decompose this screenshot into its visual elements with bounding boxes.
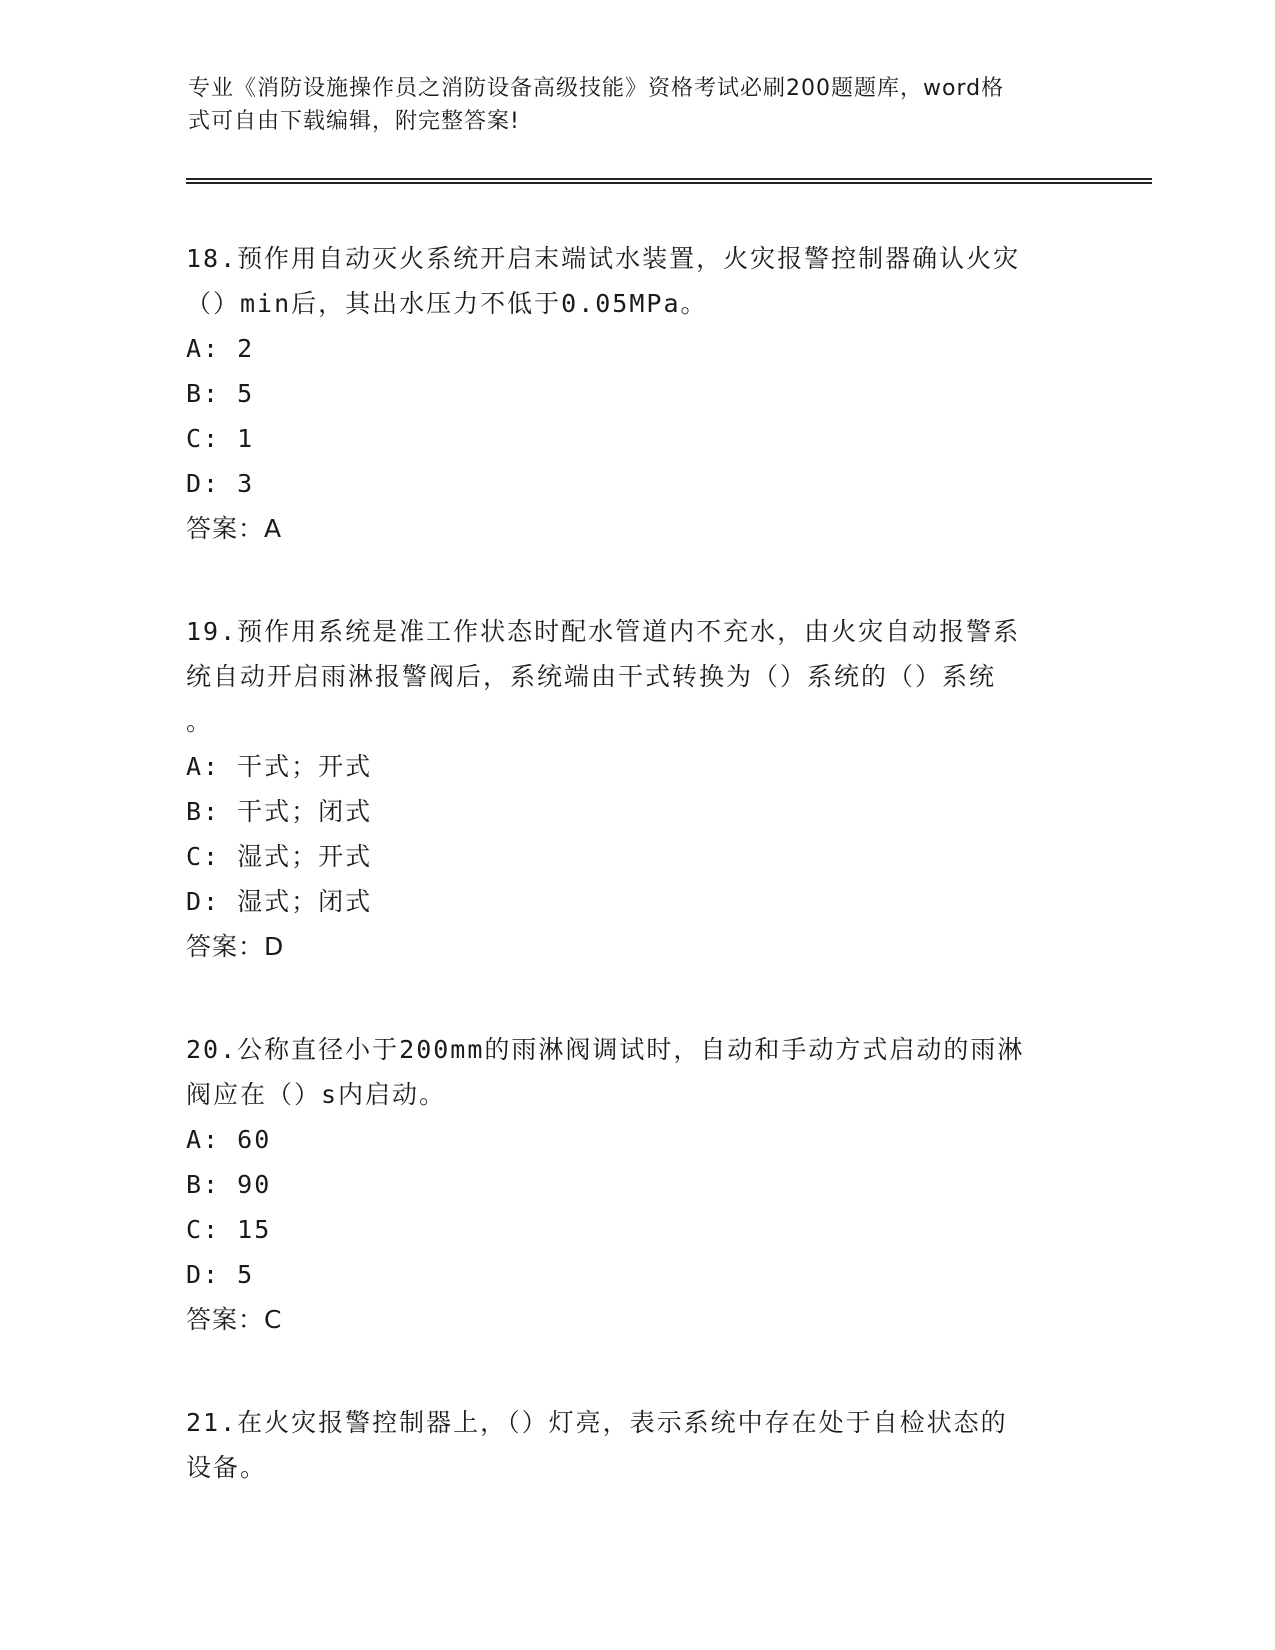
question-20 (186, 1027, 1086, 1342)
question-stem-line: （）min后，其出水压力不低于0.05MPa。 (186, 289, 708, 318)
option-d: D: 3 (186, 469, 255, 498)
header-line-2: 式可自由下载编辑，附完整答案! (188, 109, 520, 134)
question-stem-line: 18.预作用自动灭火系统开启末端试水装置，火灾报警控制器确认火灾 (186, 244, 1021, 273)
option-a: A: 2 (186, 334, 255, 363)
question-stem-line: 阀应在（）s内启动。 (186, 1080, 447, 1109)
option-b: B: 90 (186, 1170, 272, 1199)
option-d: D: 5 (186, 1260, 255, 1289)
option-b: B: 干式；闭式 (186, 797, 373, 826)
question-21 (186, 1400, 1086, 1490)
question-18 (186, 236, 1086, 551)
question-stem-line: 。 (186, 707, 214, 736)
question-stem-line: 21.在火灾报警控制器上，（）灯亮，表示系统中存在处于自检状态的 (186, 1408, 1008, 1437)
question-19 (186, 609, 1086, 969)
header-double-rule (186, 178, 1152, 184)
option-a: A: 干式；开式 (186, 752, 373, 781)
question-stem-line: 设备。 (186, 1453, 268, 1482)
option-d: D: 湿式；闭式 (186, 887, 373, 916)
option-c: C: 1 (186, 424, 255, 453)
question-stem-line: 统自动开启雨淋报警阀后，系统端由干式转换为（）系统的（）系统 (186, 662, 997, 691)
answer-line: 答案：D (186, 932, 285, 961)
option-a: A: 60 (186, 1125, 272, 1154)
option-c: C: 15 (186, 1215, 272, 1244)
option-c: C: 湿式；开式 (186, 842, 373, 871)
document-header (188, 72, 1068, 138)
header-line-1: 专业《消防设施操作员之消防设备高级技能》资格考试必刷200题题库，word格 (188, 76, 1005, 101)
option-b: B: 5 (186, 379, 255, 408)
question-stem-line: 19.预作用系统是准工作状态时配水管道内不充水，由火灾自动报警系 (186, 617, 1021, 646)
question-stem-line: 20.公称直径小于200mm的雨淋阀调试时，自动和手动方式启动的雨淋 (186, 1035, 1025, 1064)
answer-line: 答案：C (186, 1305, 283, 1334)
question-list (186, 236, 1086, 1548)
answer-line: 答案：A (186, 514, 283, 543)
